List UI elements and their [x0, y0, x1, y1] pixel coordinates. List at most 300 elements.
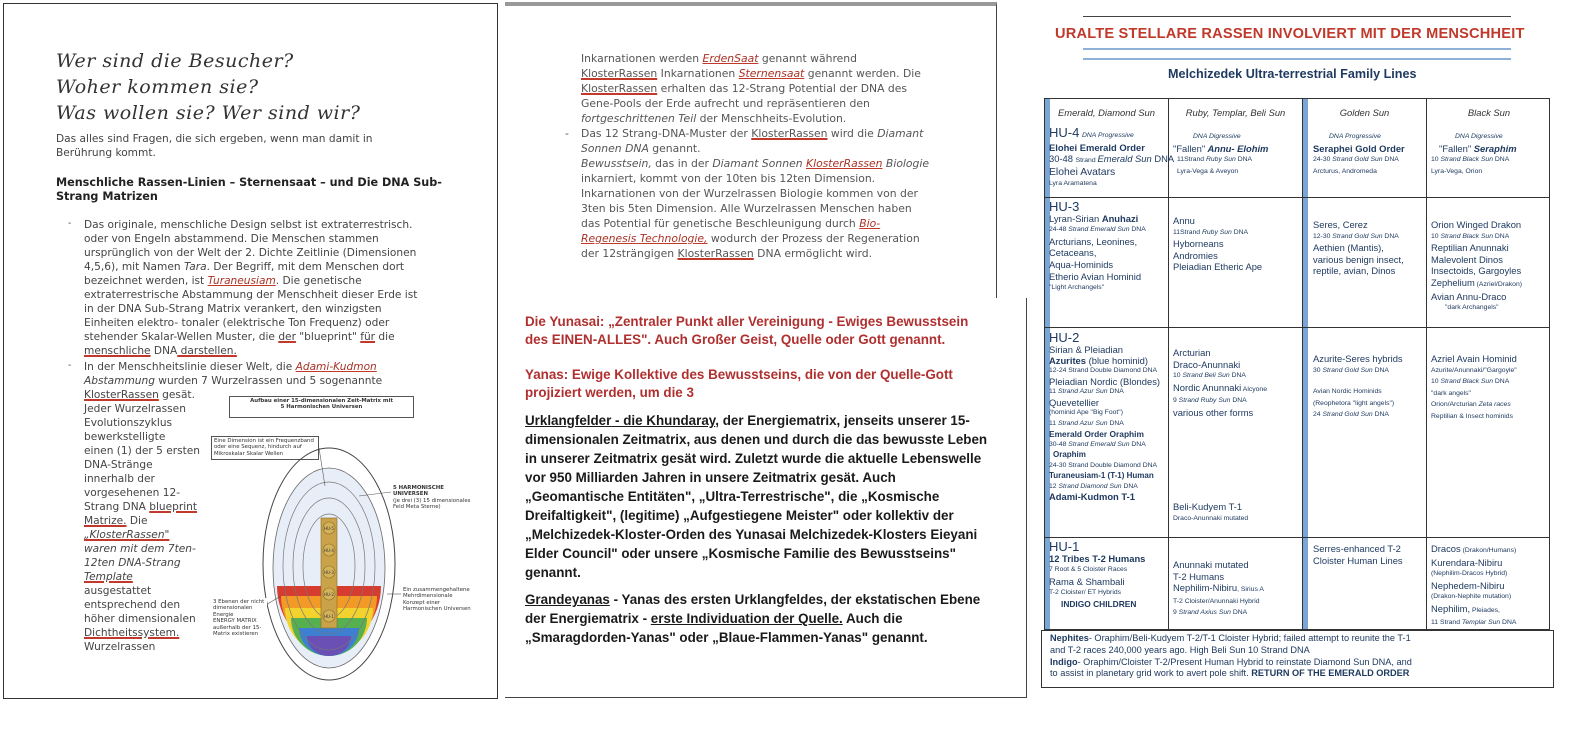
- text-span: der 12strängigen: [581, 247, 675, 260]
- footnote-line: [1050, 633, 1545, 645]
- mid-line: Gene-Pools der Erde aufrecht und repräsentieren den: [581, 97, 870, 110]
- cell-line: [1173, 227, 1262, 239]
- cell-line: [1173, 582, 1264, 596]
- text-span: KlosterRassen: [581, 82, 658, 95]
- text-span: - Yanas des ersten Urklangfeldes, der ekstatischen Ebene: [609, 592, 981, 607]
- cell-line: [1431, 543, 1516, 557]
- bullet1-line: [84, 330, 395, 344]
- cell-line: [1431, 154, 1517, 166]
- hu3-ruby: [1173, 215, 1262, 273]
- text-span: Alcyone: [1241, 385, 1267, 393]
- bullet2-line: [84, 528, 169, 542]
- text-span: 12: [1049, 482, 1059, 490]
- diagram-title-line: Aufbau einer 15-dimensionalen Zeit-Matrix mit: [250, 398, 393, 404]
- cell-line: Hyborneans: [1173, 238, 1224, 250]
- text-span: DNA: [1231, 228, 1249, 236]
- text-span: DNA ermöglicht wird.: [753, 247, 873, 260]
- cell-line: [1173, 395, 1267, 407]
- text-span: 11: [1173, 228, 1181, 236]
- text-span: DNA: [1107, 388, 1124, 395]
- note-line: Feld Meta Sterne): [393, 504, 441, 511]
- handwritten-line-2: Woher kommen sie?: [56, 76, 259, 98]
- text-span: , der Energiematrix, jenseits unserer 15-: [715, 413, 970, 428]
- text-span: Strand: [1184, 156, 1206, 164]
- bullet2-line: entsprechend den: [84, 599, 181, 611]
- note-line: außerhalb der 15-: [213, 624, 262, 631]
- time-matrix-diagram: [209, 396, 479, 686]
- cell-line: (hominid Ape "Big Foot"): [1049, 409, 1123, 416]
- cell-line: [1173, 382, 1267, 396]
- hu1-black: [1431, 543, 1516, 628]
- bullet2-line: DNA-Stränge: [84, 459, 153, 471]
- cell-line: [1173, 370, 1267, 382]
- hu1-ruby: [1173, 559, 1264, 619]
- text-span: bezeichnet werden, ist: [84, 275, 205, 287]
- text-span: 11: [1049, 388, 1058, 395]
- text-span: Strand Gold Sun: [1322, 366, 1373, 374]
- cell-line: Arcturus, Andromeda: [1313, 167, 1377, 175]
- text-span: Azurites: [1049, 354, 1086, 366]
- text-span: Biologie: [882, 157, 930, 170]
- text-span: Strand Gold Sun: [1322, 411, 1373, 419]
- text-span: Dichtheitssystem.: [84, 627, 180, 639]
- text-span: "blueprint": [295, 331, 357, 343]
- bullet2-line: bewerkstelligte: [84, 431, 166, 443]
- hu2-ruby-lower: [1173, 501, 1248, 524]
- cell-line: [1431, 376, 1517, 388]
- urklang-line: dimensionalen Zeitmatrix, aus denen und durch die das bewusste Leben: [525, 432, 988, 447]
- dna-tag: DNA Digressive: [1455, 133, 1503, 140]
- text-span: genannt.: [648, 142, 701, 155]
- bullet-dash: -: [68, 218, 72, 229]
- cell-line: [1049, 224, 1146, 236]
- column-ruby: [1169, 99, 1303, 629]
- text-span: Seraphim: [1471, 142, 1517, 154]
- cell-line: (Nephilim-Dracos Hybrid): [1431, 570, 1508, 578]
- diagram-note-harmonic: [391, 484, 475, 511]
- cell-line: Aethien (Mantis),: [1313, 242, 1384, 254]
- text-span: das in der: [651, 157, 709, 170]
- bullet2-line: innerhalb der: [84, 473, 155, 485]
- cell-line: Oraphim: [1053, 450, 1086, 459]
- harmonic-universe-rings: [209, 396, 479, 686]
- cell-line: [1431, 231, 1522, 243]
- middle-page-top: [505, 2, 997, 298]
- note-line: (je drei (3) 15 dimensionales: [393, 497, 471, 504]
- text-span: 12-30: [1313, 232, 1333, 240]
- urklang-line: genannt.: [525, 565, 581, 580]
- urklang-line: in unserer Zeitmatrix gesät wird. Zuletzt wurde die aktuelle Lebenswelle: [525, 451, 982, 466]
- cell-line: Malevolent Dinos: [1431, 253, 1503, 265]
- cell-line: Kurendara-Nibiru: [1431, 556, 1503, 568]
- text-span: DNA: [1492, 232, 1510, 240]
- bullet-dash: -: [68, 360, 72, 371]
- cell-line: 12 Tribes T-2 Humans: [1049, 552, 1146, 564]
- note-line: Mikroskalar Skalar Wellen: [214, 450, 284, 457]
- yunasai-line: Die Yunasai: „Zentraler Punkt aller Vereinigung - Ewiges Bewusstsein: [525, 314, 969, 329]
- chart-title: URALTE STELLARE RASSEN INVOLVIERT MIT DER MENSCHHEIT: [1055, 26, 1525, 42]
- cell-line: [1431, 399, 1517, 411]
- cell-line: T-2 Humans: [1173, 570, 1225, 582]
- cell-line: "Light Archangels": [1049, 284, 1105, 292]
- mid-line: [581, 52, 857, 67]
- mid-line: inkarniert, kommt von der 10ten bis 12ten Dimension.: [581, 172, 876, 185]
- cell-line: Azurite/Anunnaki/"Gargoyle": [1431, 366, 1517, 374]
- bullet1-line: [84, 344, 237, 358]
- cell-line: Insectoids, Gargoyles: [1431, 265, 1522, 277]
- text-span: Strand Axius Sun: [1178, 609, 1231, 617]
- bullet2-line: [84, 500, 197, 514]
- bullet-dash: -: [565, 127, 569, 140]
- text-span: DNA: [1121, 482, 1138, 490]
- mid-line: [581, 232, 920, 247]
- section-heading-1: Menschliche Rassen-Linien – Sternensaat – und Die DNA Sub-: [56, 176, 442, 189]
- text-span: "Fallen": [1439, 142, 1472, 154]
- intro-line-1: Das alles sind Fragen, die sich ergeben, wenn man damit in: [56, 133, 373, 145]
- text-span: . Die genetische: [275, 275, 362, 287]
- cell-line: Lyra-Vega, Orion: [1431, 167, 1483, 175]
- text-span: genannt während: [758, 52, 858, 65]
- bullet1-line: [84, 274, 362, 288]
- cell-line: Lyra-Vega & Aveyon: [1177, 167, 1239, 175]
- text-span: 24: [1313, 411, 1323, 419]
- bullet1-line: in der DNA Sub-Strang Matrix verankert, den winzigsten: [84, 303, 382, 315]
- text-span: 11: [1049, 419, 1058, 427]
- text-span: Strand: [1075, 157, 1098, 165]
- note-line: ENERGY MATRIX: [213, 618, 257, 625]
- text-span: Nephilim,: [1431, 602, 1471, 614]
- text-span: 4,5,6), mit Namen: [84, 261, 181, 273]
- bullet2-line: Evolutionszyklus: [84, 417, 173, 429]
- text-span: wodurch der Prozess der Regeneration: [707, 232, 920, 245]
- text-span: Nephites: [1050, 633, 1089, 643]
- bullet1-line: extraterrestrische Abstammung der Menschheit dieser Erde ist: [84, 289, 418, 301]
- handwritten-line-1: Wer sind die Besucher?: [56, 50, 294, 72]
- urklang-line: Dreifaltigkeit", (legitime) „Aufgestiegene Meister" oder kollektiv der: [525, 508, 954, 523]
- text-span: Strand Diamond Sun: [1058, 482, 1122, 490]
- text-span: 24-30: [1313, 156, 1333, 164]
- text-span: (blue hominid): [1086, 354, 1149, 366]
- text-span: Anuhazi: [1101, 212, 1139, 224]
- cell-line: [1431, 143, 1517, 155]
- urklang-line: Elder Council" oder unsere „Kosmische Familie des Bewusstseins": [525, 546, 956, 561]
- text-span: Templar Sun: [1461, 618, 1501, 626]
- bullet2-line: [84, 360, 377, 374]
- text-span: DNA: [1492, 156, 1510, 164]
- left-page: [3, 3, 498, 699]
- cell-line: Azriel Avain Hominid: [1431, 353, 1517, 364]
- tara-term: Tara: [183, 261, 207, 273]
- text-span: DNA: [1129, 440, 1146, 448]
- text-span: - die Khundaray: [611, 413, 716, 428]
- mid-line: [581, 217, 880, 232]
- text-span: Zephelium: [1431, 276, 1475, 288]
- cell-line: [1049, 387, 1160, 398]
- hu4-emerald: [1049, 127, 1174, 190]
- hu1-emerald: [1049, 541, 1145, 611]
- text-span: 12ten DNA-Strang: [84, 557, 181, 569]
- cell-line: [1431, 617, 1516, 629]
- cell-line: "dark angels": [1431, 389, 1471, 397]
- hu2-emerald: [1049, 331, 1160, 503]
- text-span: 30: [1313, 366, 1323, 374]
- text-span: Pleiadian Nordic: [1049, 375, 1118, 387]
- bullet2-line: Jeder Wurzelrassen: [84, 403, 186, 415]
- text-span: 10: [1431, 232, 1441, 240]
- text-span: (Drakon/Humans): [1460, 547, 1517, 554]
- text-span: Strang DNA: [84, 501, 146, 513]
- bullet2-line: ausgestattet: [84, 585, 152, 597]
- bullet1-line: ursprünglich von der Welt der 2. Dichte Zeitlinie (Dimensionen: [84, 247, 417, 259]
- cell-line: Orion Winged Drakon: [1431, 219, 1522, 230]
- cell-line: Anunnaki mutated: [1173, 559, 1249, 570]
- text-span: DNA: [1229, 372, 1246, 380]
- cell-line: 12-24 Strand Double Diamond DNA: [1049, 367, 1158, 374]
- text-span: KlosterRassen: [806, 157, 883, 170]
- column-header: Black Sun: [1467, 107, 1511, 118]
- column-golden: [1303, 99, 1427, 629]
- mid-line: [581, 247, 872, 262]
- cell-line: Arcturian: [1173, 347, 1211, 358]
- text-span: DNA: [1372, 411, 1389, 419]
- cell-line: [1173, 143, 1268, 155]
- text-span: 10: [1431, 378, 1441, 386]
- note-line: dimensionalen Energie: [213, 605, 253, 618]
- note-line: Eine Dimension ist ein Frequenzband: [214, 438, 314, 444]
- text-span: blueprint: [149, 501, 198, 513]
- text-span: DNA: [1492, 378, 1510, 386]
- grandeyanas-line: „Smaragdorden-Yanas" oder „Blaue-Flammen-Yanas" genannt.: [525, 630, 928, 645]
- hu4-label: HU-4: [324, 548, 334, 553]
- bullet1-line: Einheiten elektro- tonaler (elektrische Ton Frequenz) oder: [84, 317, 390, 329]
- text-span: DNA: [1372, 366, 1389, 374]
- note-line: Harmonischen Universen: [403, 606, 471, 613]
- cell-line: Andromies: [1173, 249, 1218, 261]
- text-span: RETURN OF THE EMERALD ORDER: [1251, 668, 1410, 679]
- text-span: Ruby Sun: [1205, 156, 1236, 164]
- cell-line: INDIGO CHILDREN: [1061, 598, 1137, 609]
- section-heading-2: Strang Matrizen: [56, 190, 158, 203]
- text-span: Grandeyanas: [525, 592, 610, 607]
- text-span: Pleiades,: [1470, 606, 1500, 614]
- text-span: 24-48: [1049, 226, 1069, 234]
- column-black: [1427, 99, 1551, 629]
- hu4-golden: [1313, 131, 1405, 177]
- cell-line: Adami-Kudmon T-1: [1049, 491, 1135, 502]
- mid-line: [581, 142, 701, 157]
- hu2-ruby: [1173, 347, 1267, 419]
- cell-line: (Drakon-Nephite mutation): [1431, 593, 1512, 601]
- text-span: Dracos: [1431, 543, 1461, 554]
- text-span: Die: [126, 515, 148, 527]
- text-span: Nephilim-Nibiru: [1173, 582, 1238, 594]
- text-span: wird die: [827, 127, 874, 140]
- dna-tag: DNA Digressive: [1193, 133, 1241, 140]
- urklang-line: „Geomantische Entitäten", „Ultra-Terrestrische", die „Kosmische: [525, 489, 940, 504]
- diagram-note-energy: [211, 598, 267, 638]
- cell-line: Seraphei Gold Order: [1313, 142, 1405, 154]
- text-span: (Blondes): [1117, 375, 1161, 387]
- bullet2-line: Wurzelrassen: [84, 641, 156, 653]
- text-span: Auch die: [842, 611, 903, 626]
- dna-tag: DNA Progressive: [1081, 132, 1134, 139]
- column-header: Golden Sun: [1339, 107, 1390, 118]
- bullet2-line: einen (1) der 5 ersten: [84, 445, 200, 457]
- bullet1-line: oder von Engeln abstammend. Die Menschen stammen: [84, 233, 379, 245]
- text-span: Matrize.: [84, 515, 127, 527]
- right-page: [1033, 0, 1581, 732]
- cell-line: Nephedem-Nibiru: [1431, 579, 1505, 591]
- cell-line: Reptilian & Insect hominids: [1431, 412, 1513, 420]
- footnote-line: and T-2 races 240,000 years ago. High Beli Sun 10 Strand DNA: [1050, 644, 1310, 655]
- mid-line: [581, 112, 846, 127]
- text-span: Strand: [1439, 618, 1462, 626]
- text-span: Indigo: [1050, 656, 1078, 667]
- cell-line: Elohei Emerald Order: [1049, 141, 1145, 153]
- cell-line: [1049, 213, 1146, 225]
- bullet2-line: [84, 388, 195, 402]
- cell-line: "dark Archangels": [1445, 304, 1499, 312]
- bullet2-line: [84, 542, 196, 556]
- hu2-black: [1431, 353, 1517, 423]
- note-line: Matrix existieren: [213, 631, 259, 638]
- footnote-box: [1041, 630, 1554, 688]
- yanas-line: projiziert werden, um die 3: [525, 385, 694, 400]
- text-span: - Oraphim/Cloister T-2/Present Human Hybrid to reinstate Diamond Sun DNA, and: [1077, 656, 1412, 667]
- bullet2-line: vorgesehenen 12-: [84, 487, 181, 499]
- bullet2-line: höher dimensionalen: [84, 613, 196, 625]
- cell-line: (Reophetora "light angels"): [1313, 399, 1395, 407]
- yanas-line: Yanas: Ewige Kollektive des Bewusstseins, die von der Quelle-Gott: [525, 367, 953, 382]
- cell-line: Beli-Kudyem T-1: [1173, 501, 1243, 512]
- cell-line: Avian Annu-Draco: [1431, 290, 1507, 302]
- text-span: DNA: [1235, 156, 1253, 164]
- text-span: KlosterRassen: [581, 67, 658, 80]
- grandeyanas-line: [525, 590, 980, 609]
- bullet2-line: [84, 374, 382, 388]
- text-span: die: [375, 331, 395, 343]
- hu3-black: [1431, 219, 1522, 314]
- text-span: ErdenSaat: [702, 52, 759, 65]
- yunasai-line: des EINEN-ALLES". Auch Großer Geist, Quelle oder Gott genannt.: [525, 332, 946, 347]
- text-span: Diamant: [877, 127, 924, 140]
- text-span: der: [278, 331, 296, 343]
- text-span: Template: [84, 571, 133, 583]
- chart-subtitle: Melchizedek Ultra-terrestrial Family Lines: [1168, 67, 1417, 81]
- text-span: erhalten das 12-Strang Potential der DNA des: [657, 82, 908, 95]
- hu2-label: HU-2: [1049, 330, 1080, 345]
- bullet2-line: [84, 570, 133, 584]
- cell-line: T-2 Cloister/Anunnaki Hybrid: [1173, 597, 1260, 605]
- hu1-golden: [1313, 543, 1403, 566]
- cell-line: Azurite-Seres hybrids: [1313, 353, 1403, 364]
- text-span: KlosterRassen: [751, 127, 828, 140]
- text-span: - Oraphim/Beli-Kudyem T-2/T-1 Cloister Hybrid; failed attempt to reunite the T-1: [1088, 633, 1411, 643]
- text-span: Strand: [1180, 228, 1202, 236]
- adami-kudmon-term: Adami-Kudmon: [295, 361, 377, 373]
- text-span: Bio-: [859, 217, 881, 230]
- title-rule: [1083, 16, 1511, 17]
- cell-line: [1049, 377, 1160, 388]
- mid-line: [581, 127, 923, 142]
- cell-line: [1313, 154, 1405, 166]
- text-span: Strand Beli Sun: [1182, 372, 1230, 380]
- bullet1-line: Das originale, menschliche Design selbst ist extraterrestrisch.: [84, 219, 413, 231]
- text-span: das Potential für genetische Beschleunigung durch: [581, 217, 856, 230]
- cell-line: Etherio Avian Hominid: [1049, 270, 1142, 282]
- text-span: Strand Black Sun: [1440, 378, 1493, 386]
- cell-line: Draco-Anunnaki mutated: [1173, 514, 1249, 522]
- hu2-label: HU-2: [324, 592, 334, 597]
- cell-line: 24-30 Strand Double Diamond DNA: [1049, 461, 1158, 469]
- cell-line: Serres-enhanced T-2: [1313, 543, 1401, 554]
- text-span: der Menschheits-Evolution.: [696, 112, 847, 125]
- grandeyanas-line: [525, 609, 903, 628]
- cell-line: [1431, 603, 1516, 617]
- text-span: 30-48: [1049, 440, 1069, 448]
- text-span: gesät.: [158, 389, 195, 401]
- text-span: Das 12 Strang-DNA-Muster der: [581, 127, 748, 140]
- cell-line: T-2 Cloister/ ET Hybrids: [1049, 589, 1122, 597]
- hu2-golden: [1313, 353, 1403, 421]
- mid-line: Inkarnationen von der Wurzelrassen Biologie kommen von der: [581, 187, 918, 200]
- spacer: [1313, 376, 1403, 386]
- text-span: Strand Ruby Sun: [1178, 397, 1231, 405]
- title-rule-blue: [1083, 48, 1511, 50]
- cell-line: Pleiadian Etheric Ape: [1173, 261, 1263, 273]
- text-span: DNA: [1151, 153, 1175, 165]
- text-span: DNA: [1107, 419, 1124, 427]
- text-span: Strand Gold Sun: [1332, 232, 1383, 240]
- cell-line: [1313, 231, 1404, 243]
- middle-page-bottom: [505, 298, 1027, 698]
- note-line: Konzept einer: [403, 599, 441, 606]
- cell-line: Arcturians, Leonines,: [1049, 235, 1138, 247]
- cell-line: [1313, 409, 1403, 421]
- text-span: „KlosterRassen": [84, 529, 170, 541]
- text-span: (Azriel/Drakon): [1474, 280, 1522, 288]
- text-span: DNA: [1230, 609, 1248, 617]
- cell-line: [1313, 365, 1403, 377]
- hu1-label: HU-1: [324, 614, 334, 619]
- cell-line: Aqua-Hominids: [1049, 258, 1114, 270]
- intro-line-2: Berührung kommt.: [56, 147, 156, 159]
- cell-line: [1049, 440, 1160, 451]
- text-span: Orion/Arcturian: [1431, 401, 1479, 409]
- footnote-line: [1050, 657, 1545, 669]
- bullet2-line: [84, 556, 181, 570]
- cell-line: various benign insect,: [1313, 253, 1404, 265]
- note-line: 5 HARMONISCHE UNIVERSEN: [393, 485, 444, 498]
- text-span: Ruby Sun: [1201, 228, 1232, 236]
- text-span: KlosterRassen: [677, 247, 754, 260]
- urklang-line: „Melchizedek-Kloster-Orden des Yunasai Melchizedek-Klosters Eieyani: [525, 527, 978, 542]
- text-span: waren mit dem 7ten-: [84, 543, 196, 555]
- text-span: Strand Black Sun: [1440, 232, 1493, 240]
- text-span: Strand Emerald Sun: [1068, 440, 1130, 448]
- text-span: Diamant Sonnen: [712, 157, 803, 170]
- mid-line: [581, 157, 929, 172]
- text-span: , Sirius A: [1237, 586, 1264, 594]
- title-rule-blue: [1083, 58, 1511, 60]
- text-span: der Energiematrix -: [525, 611, 651, 626]
- note-line: 3 Ebenen der nicht: [213, 599, 265, 605]
- hu5-label: HU-5: [324, 526, 334, 531]
- cell-line: [1049, 419, 1160, 430]
- text-span: 9: [1173, 397, 1179, 405]
- cell-line: Annu: [1173, 215, 1195, 226]
- mid-line: 3ten bis 5ten Dimension. Alle Wurzelrassen Menschen haben: [581, 202, 912, 215]
